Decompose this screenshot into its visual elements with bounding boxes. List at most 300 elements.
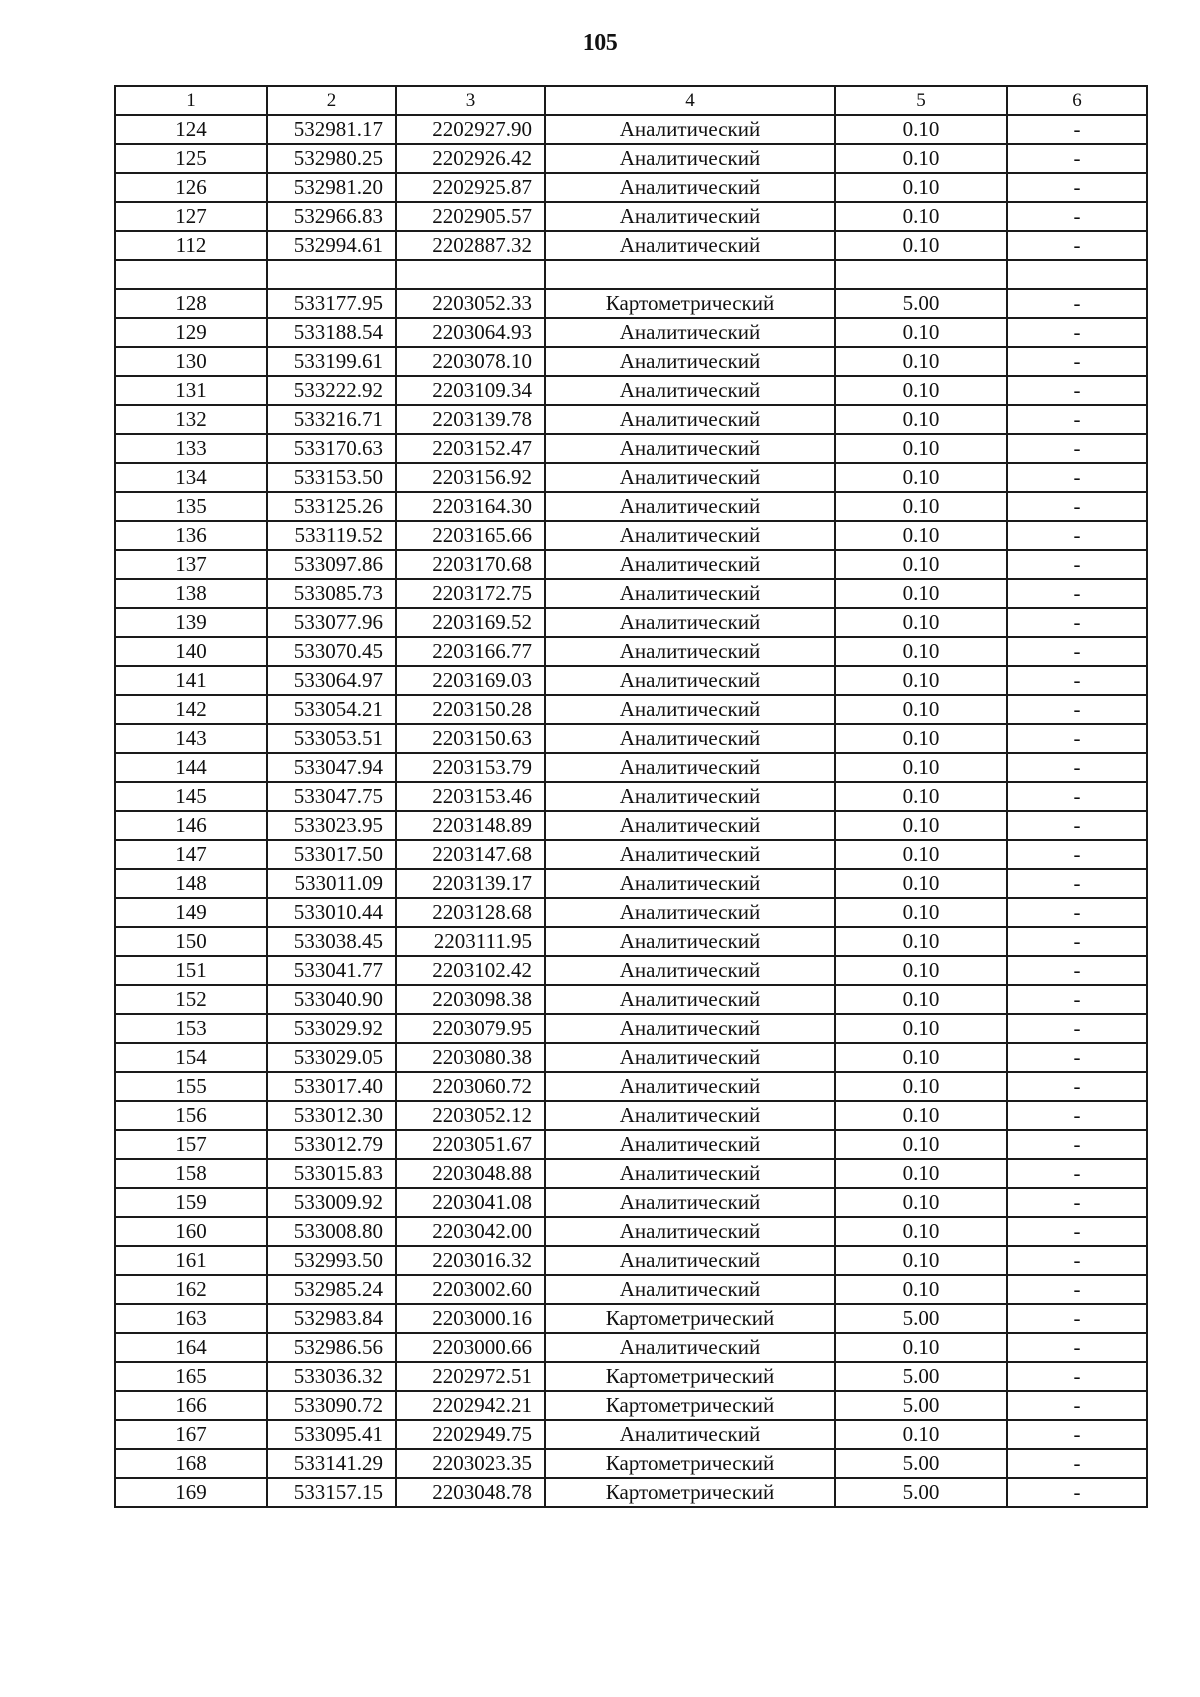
note-cell: - xyxy=(1007,1362,1147,1391)
note-cell: - xyxy=(1007,1159,1147,1188)
x-coordinate-cell: 533017.50 xyxy=(267,840,396,869)
note-cell: - xyxy=(1007,811,1147,840)
table-row xyxy=(115,869,1147,898)
x-coordinate-cell: 533097.86 xyxy=(267,550,396,579)
table-row xyxy=(115,1420,1147,1449)
note-cell: - xyxy=(1007,376,1147,405)
table-row xyxy=(115,666,1147,695)
y-coordinate-cell: 2203139.17 xyxy=(396,869,545,898)
point-number-cell: 127 xyxy=(115,202,267,231)
note-cell: - xyxy=(1007,231,1147,260)
note-cell: - xyxy=(1007,724,1147,753)
y-coordinate-cell: 2203051.67 xyxy=(396,1130,545,1159)
accuracy-cell: 0.10 xyxy=(835,1246,1007,1275)
x-coordinate-cell: 532986.56 xyxy=(267,1333,396,1362)
point-number-cell: 125 xyxy=(115,144,267,173)
method-cell: Аналитический xyxy=(545,144,835,173)
accuracy-cell: 0.10 xyxy=(835,115,1007,144)
x-coordinate-cell: 533017.40 xyxy=(267,1072,396,1101)
accuracy-cell: 0.10 xyxy=(835,376,1007,405)
point-number-cell: 168 xyxy=(115,1449,267,1478)
note-cell: - xyxy=(1007,840,1147,869)
x-coordinate-cell: 533085.73 xyxy=(267,579,396,608)
accuracy-cell: 5.00 xyxy=(835,1449,1007,1478)
table-row xyxy=(115,1333,1147,1362)
y-coordinate-cell: 2203165.66 xyxy=(396,521,545,550)
accuracy-cell: 5.00 xyxy=(835,1304,1007,1333)
x-coordinate-cell: 533216.71 xyxy=(267,405,396,434)
table-row xyxy=(115,782,1147,811)
table-row xyxy=(115,1188,1147,1217)
accuracy-cell: 0.10 xyxy=(835,202,1007,231)
table-row xyxy=(115,985,1147,1014)
y-coordinate-cell: 2202927.90 xyxy=(396,115,545,144)
point-number-cell: 143 xyxy=(115,724,267,753)
table-row xyxy=(115,521,1147,550)
point-number-cell: 139 xyxy=(115,608,267,637)
table-row xyxy=(115,260,1147,289)
point-number-cell: 148 xyxy=(115,869,267,898)
point-number-cell: 133 xyxy=(115,434,267,463)
method-cell: Аналитический xyxy=(545,202,835,231)
x-coordinate-cell: 533029.92 xyxy=(267,1014,396,1043)
table-row xyxy=(115,492,1147,521)
point-number-cell: 140 xyxy=(115,637,267,666)
accuracy-cell: 0.10 xyxy=(835,927,1007,956)
note-cell: - xyxy=(1007,1275,1147,1304)
point-number-cell: 130 xyxy=(115,347,267,376)
point-number-cell: 157 xyxy=(115,1130,267,1159)
point-number-cell: 145 xyxy=(115,782,267,811)
y-coordinate-cell: 2203128.68 xyxy=(396,898,545,927)
accuracy-cell: 0.10 xyxy=(835,753,1007,782)
table-row xyxy=(115,1159,1147,1188)
point-number-cell: 166 xyxy=(115,1391,267,1420)
method-cell: Аналитический xyxy=(545,1333,835,1362)
accuracy-cell: 0.10 xyxy=(835,782,1007,811)
y-coordinate-cell: 2203169.52 xyxy=(396,608,545,637)
method-cell: Аналитический xyxy=(545,753,835,782)
y-coordinate-cell: 2203156.92 xyxy=(396,463,545,492)
accuracy-cell: 5.00 xyxy=(835,1478,1007,1507)
note-cell: - xyxy=(1007,1246,1147,1275)
point-number-cell: 158 xyxy=(115,1159,267,1188)
method-cell: Аналитический xyxy=(545,463,835,492)
accuracy-cell: 0.10 xyxy=(835,463,1007,492)
method-cell: Картометрический xyxy=(545,1478,835,1507)
method-cell: Аналитический xyxy=(545,840,835,869)
x-coordinate-cell: 533015.83 xyxy=(267,1159,396,1188)
note-cell: - xyxy=(1007,666,1147,695)
accuracy-cell: 0.10 xyxy=(835,985,1007,1014)
y-coordinate-cell: 2203064.93 xyxy=(396,318,545,347)
x-coordinate-cell: 533047.75 xyxy=(267,782,396,811)
note-cell: - xyxy=(1007,405,1147,434)
y-coordinate-cell: 2203172.75 xyxy=(396,579,545,608)
table-row xyxy=(115,173,1147,202)
accuracy-cell: 0.10 xyxy=(835,1159,1007,1188)
method-cell: Аналитический xyxy=(545,347,835,376)
note-cell: - xyxy=(1007,550,1147,579)
table-row xyxy=(115,550,1147,579)
table-row xyxy=(115,724,1147,753)
method-cell xyxy=(545,260,835,289)
method-cell: Аналитический xyxy=(545,666,835,695)
x-coordinate-cell: 533011.09 xyxy=(267,869,396,898)
y-coordinate-cell xyxy=(396,260,545,289)
accuracy-cell: 0.10 xyxy=(835,231,1007,260)
y-coordinate-cell: 2203147.68 xyxy=(396,840,545,869)
y-coordinate-cell: 2203169.03 xyxy=(396,666,545,695)
accuracy-cell: 0.10 xyxy=(835,1130,1007,1159)
accuracy-cell: 5.00 xyxy=(835,1391,1007,1420)
accuracy-cell: 0.10 xyxy=(835,405,1007,434)
x-coordinate-cell: 533064.97 xyxy=(267,666,396,695)
y-coordinate-cell: 2203139.78 xyxy=(396,405,545,434)
method-cell: Аналитический xyxy=(545,724,835,753)
point-number-cell: 165 xyxy=(115,1362,267,1391)
y-coordinate-cell: 2202905.57 xyxy=(396,202,545,231)
column-header: 6 xyxy=(1007,86,1147,115)
point-number-cell: 151 xyxy=(115,956,267,985)
accuracy-cell: 0.10 xyxy=(835,1101,1007,1130)
point-number-cell: 164 xyxy=(115,1333,267,1362)
method-cell: Аналитический xyxy=(545,492,835,521)
column-header: 5 xyxy=(835,86,1007,115)
point-number-cell: 169 xyxy=(115,1478,267,1507)
note-cell: - xyxy=(1007,1391,1147,1420)
y-coordinate-cell: 2203152.47 xyxy=(396,434,545,463)
note-cell: - xyxy=(1007,1014,1147,1043)
method-cell: Аналитический xyxy=(545,1275,835,1304)
method-cell: Аналитический xyxy=(545,1101,835,1130)
point-number-cell: 124 xyxy=(115,115,267,144)
x-coordinate-cell: 532980.25 xyxy=(267,144,396,173)
method-cell: Аналитический xyxy=(545,811,835,840)
point-number-cell: 155 xyxy=(115,1072,267,1101)
column-header: 1 xyxy=(115,86,267,115)
table-row xyxy=(115,840,1147,869)
y-coordinate-cell: 2203052.33 xyxy=(396,289,545,318)
table-row xyxy=(115,463,1147,492)
method-cell: Аналитический xyxy=(545,405,835,434)
point-number-cell: 131 xyxy=(115,376,267,405)
note-cell: - xyxy=(1007,608,1147,637)
x-coordinate-cell: 533009.92 xyxy=(267,1188,396,1217)
point-number-cell: 156 xyxy=(115,1101,267,1130)
accuracy-cell: 0.10 xyxy=(835,1420,1007,1449)
x-coordinate-cell: 533090.72 xyxy=(267,1391,396,1420)
point-number-cell: 132 xyxy=(115,405,267,434)
note-cell: - xyxy=(1007,115,1147,144)
y-coordinate-cell: 2203052.12 xyxy=(396,1101,545,1130)
x-coordinate-cell: 532966.83 xyxy=(267,202,396,231)
x-coordinate-cell: 533047.94 xyxy=(267,753,396,782)
y-coordinate-cell: 2203002.60 xyxy=(396,1275,545,1304)
method-cell: Аналитический xyxy=(545,608,835,637)
method-cell: Аналитический xyxy=(545,898,835,927)
x-coordinate-cell: 533036.32 xyxy=(267,1362,396,1391)
x-coordinate-cell: 533010.44 xyxy=(267,898,396,927)
table-row xyxy=(115,318,1147,347)
x-coordinate-cell: 533119.52 xyxy=(267,521,396,550)
method-cell: Аналитический xyxy=(545,869,835,898)
table-row xyxy=(115,1449,1147,1478)
y-coordinate-cell: 2203048.88 xyxy=(396,1159,545,1188)
y-coordinate-cell: 2202925.87 xyxy=(396,173,545,202)
table-row xyxy=(115,115,1147,144)
accuracy-cell: 0.10 xyxy=(835,347,1007,376)
table-row xyxy=(115,811,1147,840)
accuracy-cell: 0.10 xyxy=(835,434,1007,463)
y-coordinate-cell: 2203000.16 xyxy=(396,1304,545,1333)
point-number-cell: 162 xyxy=(115,1275,267,1304)
method-cell: Аналитический xyxy=(545,927,835,956)
accuracy-cell: 0.10 xyxy=(835,898,1007,927)
x-coordinate-cell: 533041.77 xyxy=(267,956,396,985)
method-cell: Аналитический xyxy=(545,115,835,144)
note-cell: - xyxy=(1007,1420,1147,1449)
y-coordinate-cell: 2203080.38 xyxy=(396,1043,545,1072)
table-row xyxy=(115,1043,1147,1072)
accuracy-cell: 0.10 xyxy=(835,956,1007,985)
accuracy-cell: 0.10 xyxy=(835,840,1007,869)
table-row xyxy=(115,1362,1147,1391)
y-coordinate-cell: 2203164.30 xyxy=(396,492,545,521)
x-coordinate-cell: 533170.63 xyxy=(267,434,396,463)
point-number-cell: 142 xyxy=(115,695,267,724)
table-row xyxy=(115,1217,1147,1246)
accuracy-cell: 0.10 xyxy=(835,579,1007,608)
point-number-cell: 160 xyxy=(115,1217,267,1246)
note-cell: - xyxy=(1007,695,1147,724)
method-cell: Аналитический xyxy=(545,1043,835,1072)
note-cell: - xyxy=(1007,289,1147,318)
note-cell: - xyxy=(1007,318,1147,347)
x-coordinate-cell xyxy=(267,260,396,289)
point-number-cell: 150 xyxy=(115,927,267,956)
point-number-cell: 163 xyxy=(115,1304,267,1333)
x-coordinate-cell: 533029.05 xyxy=(267,1043,396,1072)
accuracy-cell: 0.10 xyxy=(835,608,1007,637)
coordinates-table xyxy=(114,85,1148,1508)
note-cell: - xyxy=(1007,173,1147,202)
method-cell: Аналитический xyxy=(545,695,835,724)
note-cell: - xyxy=(1007,1043,1147,1072)
point-number-cell: 161 xyxy=(115,1246,267,1275)
y-coordinate-cell: 2203102.42 xyxy=(396,956,545,985)
column-header: 2 xyxy=(267,86,396,115)
table-row xyxy=(115,434,1147,463)
page-number: 105 xyxy=(582,30,618,56)
y-coordinate-cell: 2203166.77 xyxy=(396,637,545,666)
x-coordinate-cell: 533125.26 xyxy=(267,492,396,521)
x-coordinate-cell: 533077.96 xyxy=(267,608,396,637)
column-header: 4 xyxy=(545,86,835,115)
table-row xyxy=(115,1246,1147,1275)
x-coordinate-cell: 533038.45 xyxy=(267,927,396,956)
x-coordinate-cell: 533054.21 xyxy=(267,695,396,724)
y-coordinate-cell: 2202887.32 xyxy=(396,231,545,260)
point-number-cell: 134 xyxy=(115,463,267,492)
note-cell: - xyxy=(1007,1072,1147,1101)
table-row xyxy=(115,1130,1147,1159)
table-row xyxy=(115,144,1147,173)
accuracy-cell: 0.10 xyxy=(835,1217,1007,1246)
accuracy-cell: 0.10 xyxy=(835,724,1007,753)
note-cell: - xyxy=(1007,782,1147,811)
method-cell: Аналитический xyxy=(545,1217,835,1246)
method-cell: Аналитический xyxy=(545,173,835,202)
note-cell: - xyxy=(1007,637,1147,666)
note-cell: - xyxy=(1007,434,1147,463)
accuracy-cell: 0.10 xyxy=(835,173,1007,202)
table-row xyxy=(115,405,1147,434)
note-cell: - xyxy=(1007,1130,1147,1159)
y-coordinate-cell: 2203000.66 xyxy=(396,1333,545,1362)
table-row xyxy=(115,231,1147,260)
accuracy-cell: 0.10 xyxy=(835,144,1007,173)
note-cell: - xyxy=(1007,463,1147,492)
point-number-cell: 138 xyxy=(115,579,267,608)
accuracy-cell: 0.10 xyxy=(835,550,1007,579)
method-cell: Аналитический xyxy=(545,376,835,405)
x-coordinate-cell: 533012.79 xyxy=(267,1130,396,1159)
table-row xyxy=(115,347,1147,376)
table-row xyxy=(115,956,1147,985)
x-coordinate-cell: 533153.50 xyxy=(267,463,396,492)
point-number-cell: 152 xyxy=(115,985,267,1014)
point-number-cell: 112 xyxy=(115,231,267,260)
point-number-cell: 128 xyxy=(115,289,267,318)
note-cell: - xyxy=(1007,1478,1147,1507)
method-cell: Картометрический xyxy=(545,1449,835,1478)
accuracy-cell xyxy=(835,260,1007,289)
note-cell xyxy=(1007,260,1147,289)
accuracy-cell: 0.10 xyxy=(835,1014,1007,1043)
x-coordinate-cell: 532985.24 xyxy=(267,1275,396,1304)
method-cell: Аналитический xyxy=(545,956,835,985)
table-row xyxy=(115,695,1147,724)
point-number-cell: 146 xyxy=(115,811,267,840)
y-coordinate-cell: 2203148.89 xyxy=(396,811,545,840)
x-coordinate-cell: 533177.95 xyxy=(267,289,396,318)
x-coordinate-cell: 533188.54 xyxy=(267,318,396,347)
y-coordinate-cell: 2203079.95 xyxy=(396,1014,545,1043)
table-header-row xyxy=(115,86,1147,115)
table-row xyxy=(115,608,1147,637)
note-cell: - xyxy=(1007,579,1147,608)
accuracy-cell: 0.10 xyxy=(835,1043,1007,1072)
y-coordinate-cell: 2203042.00 xyxy=(396,1217,545,1246)
table-row xyxy=(115,579,1147,608)
x-coordinate-cell: 533141.29 xyxy=(267,1449,396,1478)
y-coordinate-cell: 2203153.46 xyxy=(396,782,545,811)
y-coordinate-cell: 2203041.08 xyxy=(396,1188,545,1217)
note-cell: - xyxy=(1007,521,1147,550)
x-coordinate-cell: 533040.90 xyxy=(267,985,396,1014)
table-body xyxy=(115,86,1147,1507)
method-cell: Аналитический xyxy=(545,550,835,579)
accuracy-cell: 5.00 xyxy=(835,289,1007,318)
note-cell: - xyxy=(1007,347,1147,376)
x-coordinate-cell: 533012.30 xyxy=(267,1101,396,1130)
y-coordinate-cell: 2202942.21 xyxy=(396,1391,545,1420)
y-coordinate-cell: 2203078.10 xyxy=(396,347,545,376)
y-coordinate-cell: 2203170.68 xyxy=(396,550,545,579)
table-row xyxy=(115,1101,1147,1130)
accuracy-cell: 0.10 xyxy=(835,1188,1007,1217)
accuracy-cell: 0.10 xyxy=(835,695,1007,724)
table-row xyxy=(115,753,1147,782)
y-coordinate-cell: 2203150.63 xyxy=(396,724,545,753)
point-number-cell: 144 xyxy=(115,753,267,782)
x-coordinate-cell: 533222.92 xyxy=(267,376,396,405)
method-cell: Аналитический xyxy=(545,1130,835,1159)
x-coordinate-cell: 532994.61 xyxy=(267,231,396,260)
point-number-cell: 149 xyxy=(115,898,267,927)
x-coordinate-cell: 533053.51 xyxy=(267,724,396,753)
y-coordinate-cell: 2202972.51 xyxy=(396,1362,545,1391)
accuracy-cell: 0.10 xyxy=(835,492,1007,521)
note-cell: - xyxy=(1007,1449,1147,1478)
note-cell: - xyxy=(1007,1217,1147,1246)
point-number-cell: 153 xyxy=(115,1014,267,1043)
x-coordinate-cell: 533070.45 xyxy=(267,637,396,666)
method-cell: Аналитический xyxy=(545,637,835,666)
accuracy-cell: 0.10 xyxy=(835,318,1007,347)
y-coordinate-cell: 2203111.95 xyxy=(396,927,545,956)
table-row xyxy=(115,898,1147,927)
x-coordinate-cell: 533008.80 xyxy=(267,1217,396,1246)
point-number-cell: 126 xyxy=(115,173,267,202)
note-cell: - xyxy=(1007,869,1147,898)
accuracy-cell: 0.10 xyxy=(835,1072,1007,1101)
method-cell: Аналитический xyxy=(545,985,835,1014)
x-coordinate-cell: 533095.41 xyxy=(267,1420,396,1449)
accuracy-cell: 0.10 xyxy=(835,1333,1007,1362)
y-coordinate-cell: 2202926.42 xyxy=(396,144,545,173)
method-cell: Аналитический xyxy=(545,1014,835,1043)
note-cell: - xyxy=(1007,492,1147,521)
note-cell: - xyxy=(1007,202,1147,231)
note-cell: - xyxy=(1007,956,1147,985)
note-cell: - xyxy=(1007,1333,1147,1362)
y-coordinate-cell: 2203150.28 xyxy=(396,695,545,724)
point-number-cell: 137 xyxy=(115,550,267,579)
point-number-cell: 129 xyxy=(115,318,267,347)
x-coordinate-cell: 532993.50 xyxy=(267,1246,396,1275)
y-coordinate-cell: 2203048.78 xyxy=(396,1478,545,1507)
table-row xyxy=(115,289,1147,318)
point-number-cell: 154 xyxy=(115,1043,267,1072)
table-row xyxy=(115,1304,1147,1333)
method-cell: Аналитический xyxy=(545,318,835,347)
note-cell: - xyxy=(1007,927,1147,956)
x-coordinate-cell: 532981.17 xyxy=(267,115,396,144)
table-row xyxy=(115,1014,1147,1043)
y-coordinate-cell: 2203109.34 xyxy=(396,376,545,405)
table-row xyxy=(115,1391,1147,1420)
table-row xyxy=(115,1478,1147,1507)
accuracy-cell: 0.10 xyxy=(835,637,1007,666)
accuracy-cell: 0.10 xyxy=(835,521,1007,550)
method-cell: Аналитический xyxy=(545,1072,835,1101)
note-cell: - xyxy=(1007,985,1147,1014)
x-coordinate-cell: 532983.84 xyxy=(267,1304,396,1333)
y-coordinate-cell: 2203153.79 xyxy=(396,753,545,782)
method-cell: Картометрический xyxy=(545,1304,835,1333)
